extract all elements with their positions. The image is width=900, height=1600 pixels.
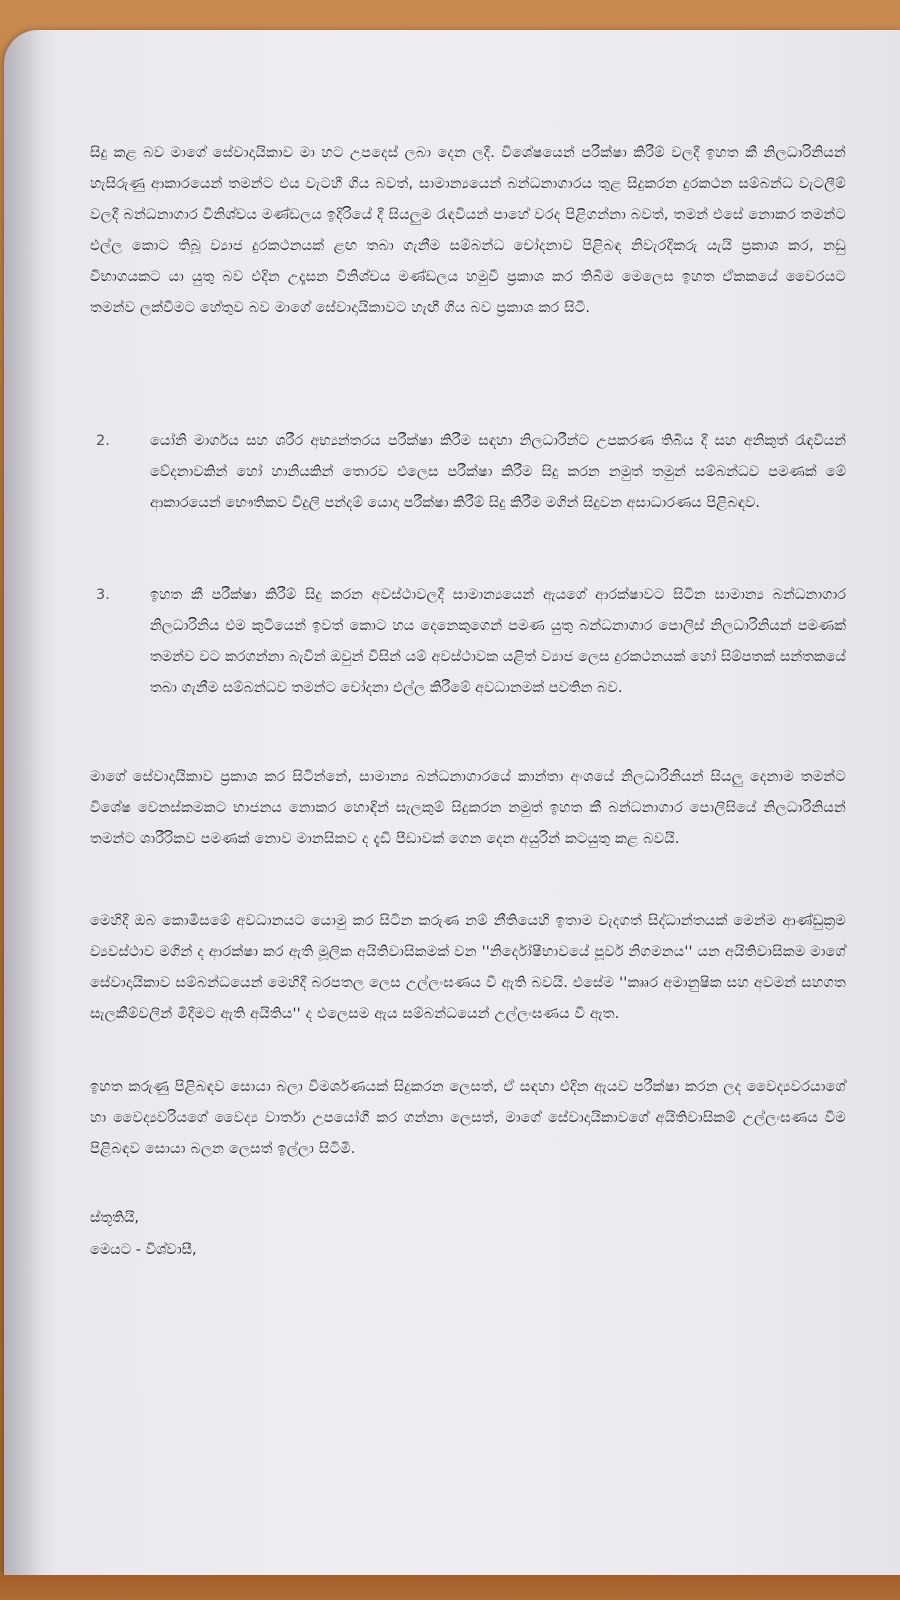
list-item-number: 3.	[96, 587, 110, 603]
paragraph-intro: සිදු කළ බව මාගේ සේවාදායිකාව මා හට උපදෙස් ලබා දෙන ලදී. විශේෂයෙන් පරීක්ෂා කිරීම් වලදී ඉහත කී නිලධාරිනියන් හැසිරුණු ආකාරයෙන් තමන්ට එය වැටහී ගිය බවත්, සාමාන්‍යයෙන් බන්ධනාගාරය තුළ සිදුකරන දුරකථන සම්බන්ධ වැටලීම් වලදී බන්ධනාගාර විනිශ්චය මණ්ඩලය ඉදිරියේ දී සියලුම රැඳවියන් පාහේ වරද පිළිගන්නා බවත්, තමන් එසේ නොකර තමන්ට එල්ල කොට තිබූ ව්‍යාජ දුරකථනයක් ළඟ තබා ගැනීම සම්බන්ධ චෝදනාව පිළිබඳ නිවැරදිකරු යැයි ප්‍රකාශ කර, නඩු විභාගයකට යා යුතු බව එදින උදෑසන විනිශ්චය මණ්ඩලය හමුවී ප්‍රකාශ කර තිබීම මෙලෙස ඉහත ඒකකයේ වෛරයට තමන්ව ලක්වීමට හේතුව බව මාගේ සේවාදායිකාවට හැඟී ගිය බව ප්‍රකාශ කර සිටී.	[90, 145, 846, 316]
closing-thanks: ස්තූතියි,	[90, 1210, 140, 1226]
list-item-text: ඉහත කී පරීක්ෂා කිරීම් සිදු කරන අවස්ථාවලදී සාමාන්‍යයෙන් ඇයගේ ආරක්ෂාවට සිටින සාමාන්‍ය බන්ධනාගාර නිලධාරිනිය එම කුටියෙන් ඉවත් කොට හය දෙනෙකුගෙන් පමණ යුතු බන්ධනාගාර පොලිස් නිලධාරිනියන් පමණක් තමන්ව වට කරගන්නා බැවින් ඔවුන් විසින් යම් අවස්ථාවක යළිත් ව්‍යාජ ලෙස දුරකථනයක් හෝ සිම්පතක් සන්තකයේ තබා ගැනීම සම්බන්ධව තමන්ට චෝදනා එල්ල කිරීමේ අවධානමක් පවතින බව.	[150, 587, 846, 696]
list-item-3	[96, 580, 846, 740]
list-item-2	[96, 426, 846, 556]
table-surface	[0, 1575, 900, 1600]
document-page	[4, 30, 900, 1575]
closing-signoff: මෙයට - විශ්වාසී,	[90, 1242, 197, 1258]
paragraph-request: ඉහත කරුණු පිළිබඳව සොයා බලා විමර්ශණයක් සිදුකරන ලෙසත්, ඒ සඳහා එදින ඇයව පරීක්ෂා කරන ලද වෛද්‍යවරයාගේ හා වෛද්‍යවරියගේ වෛද්‍ය වාර්තා උපයෝගී කර ගන්නා ලෙසත්, මාගේ සේවාදායිකාවගේ අයිතිවාසිකම් උල්ලංඝණය වීම පිළිබඳව සොයා බලන ලෙසත් ඉල්ලා සිටිමි.	[90, 1079, 846, 1157]
list-item-number: 2.	[96, 433, 110, 449]
paragraph-declaration: මාගේ සේවාදායිකාව ප්‍රකාශ කර සිටින්නේ, සාමාන්‍ය බන්ධනාගාරයේ කාන්තා අංශයේ නිලධාරිනියන් සියලු දෙනාම තමන්ට විශේෂ වෙනස්කමකට භාජනය නොකර හොඳින් සැලකුම් සිදුකරන නමුත් ඉහත කී බන්ධනාගාර පොලිසියේ නිලධාරිනියන් තමන්ට ශාරීරිකව පමණක් නොව මානසිකව ද දැඩි පීඩාවක් ගෙන දෙන අයුරින් කටයුතු කළ බවයි.	[90, 769, 846, 847]
paragraph-rights: මෙහිදී ඔබ කොමිසමේ අවධානයට යොමු කර සිටින කරුණ නම් නීතියෙහි ඉතාම වැදගත් සිද්ධාන්තයක් මෙන්ම ආණ්ඩුක්‍රම ව්‍යවස්ථාව මගින් ද ආරක්ෂා කර ඇති මූලික අයිතිවාසිකමක් වන ''නිර්දෝෂීභාවයේ පූර්ව නිගමනය'' යන අයිතිවාසිකම මාගේ සේවාදායිකාව සම්බන්ධයෙන් මෙහිදී බරපතල ලෙස උල්ලංඝණය වී ඇති බවයි. එසේම ''කෲර අමානුෂික සහ අවමන් සහගත සැලකීම්වලින් මිදීමට ඇති අයිතිය'' ද එලෙසම ඇය සම්බන්ධයෙන් උල්ලංඝණය වී ඇත.	[90, 913, 846, 1022]
list-item-text: යෝනි මාර්ගය සහ ශරීර අභ්‍යන්තරය පරීක්ෂා කිරීම සඳහා නිලධාරීන්ට උපකරණ තිබිය දී සහ අනිකුත් රැඳවියන් වේදනාවකින් හෝ හානියකින් තොරව එලෙස පරීක්ෂා කිරීම සිදු කරන නමුත් තමුන් සම්බන්ධව පමණක් මේ ආකාරයෙන් භෞතිකව විදුලි පන්දම් යොදා පරීක්ෂා කිරීම් සිදු කිරීම මගින් සිදුවන අසාධාරණය පිළිබඳව.	[150, 433, 846, 511]
